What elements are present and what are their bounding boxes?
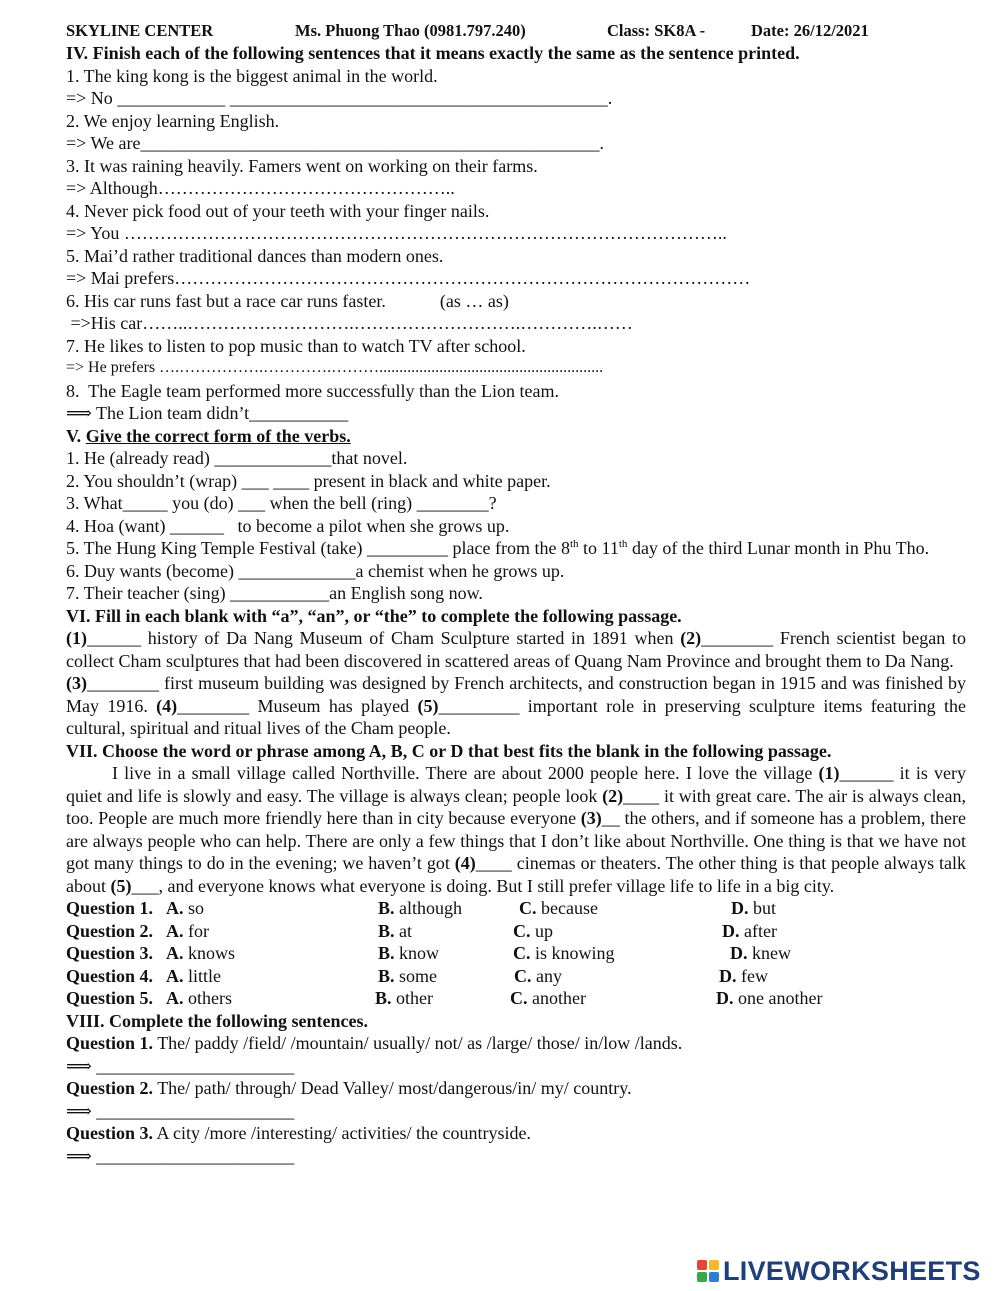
section-7-title: VII. Choose the word or phrase among A, B, C or D that best fits the blank in the following passage. — [66, 740, 832, 761]
sentence-line: 4. Never pick food out of your teeth with your finger nails. — [66, 200, 490, 221]
sentence-line: 2. We enjoy learning English. — [66, 110, 280, 131]
answer-line: ⟹ ______________________ — [66, 1145, 295, 1166]
question-row: Question 2. A. for B. at C. up D. after — [66, 920, 777, 941]
answer-line: => He prefers ….…………….………….………........................................................ — [66, 359, 604, 376]
question-row: Question 1. A. so B. although C. because D. but — [66, 898, 777, 918]
answer-line: =>His car……..……………………….……………………….………….…… — [66, 313, 633, 333]
sentence-line: 7. He likes to listen to pop music than to watch TV after school. — [66, 335, 526, 356]
sentence-line: 6. His car runs fast but a race car runs faster. (as … as) — [66, 290, 509, 311]
sentence-line: 3. It was raining heavily. Famers went on working on their farms. — [66, 155, 538, 176]
sentence-prompt: Question 3. A city /more /interesting/ activities/ the countryside. — [66, 1123, 531, 1143]
verb-line: 3. What_____ you (do) ___ when the bell (ring) ________? — [66, 493, 497, 513]
page-header — [66, 20, 966, 42]
section-6-title: VI. Fill in each blank with “a”, “an”, or “the” to complete the following passage. — [66, 605, 682, 626]
sentence-line: 8. The Eagle team performed more successfully than the Lion team. — [66, 380, 559, 401]
question-list — [66, 897, 966, 1010]
answer-line: => You ……………………………………………………………………………………….. — [66, 223, 727, 243]
answer-line: ⟹ ______________________ — [66, 1100, 295, 1121]
liveworksheets-logo-icon — [697, 1260, 719, 1282]
date-info: Date: 26/12/2021 — [751, 21, 869, 40]
answer-line: => We are___________________________________________________. — [66, 133, 604, 153]
center-name: SKYLINE CENTER — [66, 21, 214, 40]
section-6-passage-2: (3)________ first museum building was designed by French architects, and construction began in 1915 and was finished by May 1916. (4)________ Museum has played (5)_________ important role in preserving sculpture items featuring the cultural, spiritual and ritual lives of the Cham people. — [66, 673, 966, 738]
section-5-title — [66, 425, 966, 448]
logo-text: LIVEWORKSHEETS — [723, 1255, 981, 1286]
question-row: Question 3. A. knows B. know C. is knowing D. knew — [66, 943, 791, 963]
sentence-prompt: Question 2. The/ path/ through/ Dead Valley/ most/dangerous/in/ my/ country. — [66, 1078, 632, 1098]
section-6-passage-1: (1)______ history of Da Nang Museum of Cham Sculpture started in 1891 when (2)________ French scientist began to collect Cham sculptures that had been discovered in scattered areas of Quang Nam Province and brought them to Da Nang. — [66, 628, 966, 671]
verb-line-5: 5. The Hung King Temple Festival (take) _________ place from the 8th to 11th day of the third Lunar month in Phu Tho. — [66, 538, 930, 558]
sentence-prompt: Question 1. The/ paddy /field/ /mountain/ usually/ not/ as /large/ those/ in/low /lands. — [66, 1033, 683, 1053]
liveworksheets-logo — [697, 1254, 981, 1288]
answer-line: ⟹ ______________________ — [66, 1055, 295, 1076]
answer-line: => No ____________ __________________________________________. — [66, 88, 613, 108]
verb-line: 1. He (already read) _____________that novel. — [66, 448, 408, 468]
section-7-passage: I live in a small village called Northville. There are about 2000 people here. I love the village (1)______ it is very quiet and life is slowly and easy. The village is always clean; people look (2)____ it with great care. The air is always clean, too. People are much more friendly here than in city because everyone (3)__ the others, and if someone has a problem, there are always people who can help. There are only a few things that I don’t like about Northville. One thing is that we have not got many things to do in the evening; we haven’t got (4)____ cinemas or theaters. The other thing is that people always talk about (5)___, and everyone knows what everyone is doing. But I still prefer village life to life in a big city. — [66, 763, 967, 896]
question-row: Question 4. A. little B. some C. any D. few — [66, 965, 768, 986]
answer-line: ⟹ The Lion team didn’t___________ — [66, 403, 349, 423]
verb-line: 2. You shouldn’t (wrap) ___ ____ present in black and white paper. — [66, 470, 551, 491]
answer-line: => Mai prefers…………………………………………………………………………………… — [66, 268, 751, 288]
sentence-line: 1. The king kong is the biggest animal in the world. — [66, 65, 438, 86]
class-info: Class: SK8A - — [607, 21, 706, 40]
section-8-title: VIII. Complete the following sentences. — [66, 1010, 368, 1031]
sentence-line: 5. Mai’d rather traditional dances than modern ones. — [66, 245, 444, 266]
section-5-number: V. — [66, 425, 86, 446]
section-4-lines — [66, 65, 966, 425]
section-4-title: IV. Finish each of the following sentences that it means exactly the same as the sentence printed. — [66, 43, 800, 63]
verb-line: 6. Duy wants (become) _____________a chemist when he grows up. — [66, 560, 565, 581]
worksheet-page — [66, 20, 966, 1167]
question-row: Question 5. A. others B. other C. another D. one another — [66, 988, 823, 1008]
answer-line: => Although………………………………………….. — [66, 178, 455, 198]
teacher-info: Ms. Phuong Thao (0981.797.240) — [295, 21, 526, 40]
verb-line: 4. Hoa (want) ______ to become a pilot when she grows up. — [66, 515, 510, 536]
section-5-heading: Give the correct form of the verbs. — [85, 425, 351, 446]
verb-line: 7. Their teacher (sing) ___________an English song now. — [66, 583, 483, 603]
